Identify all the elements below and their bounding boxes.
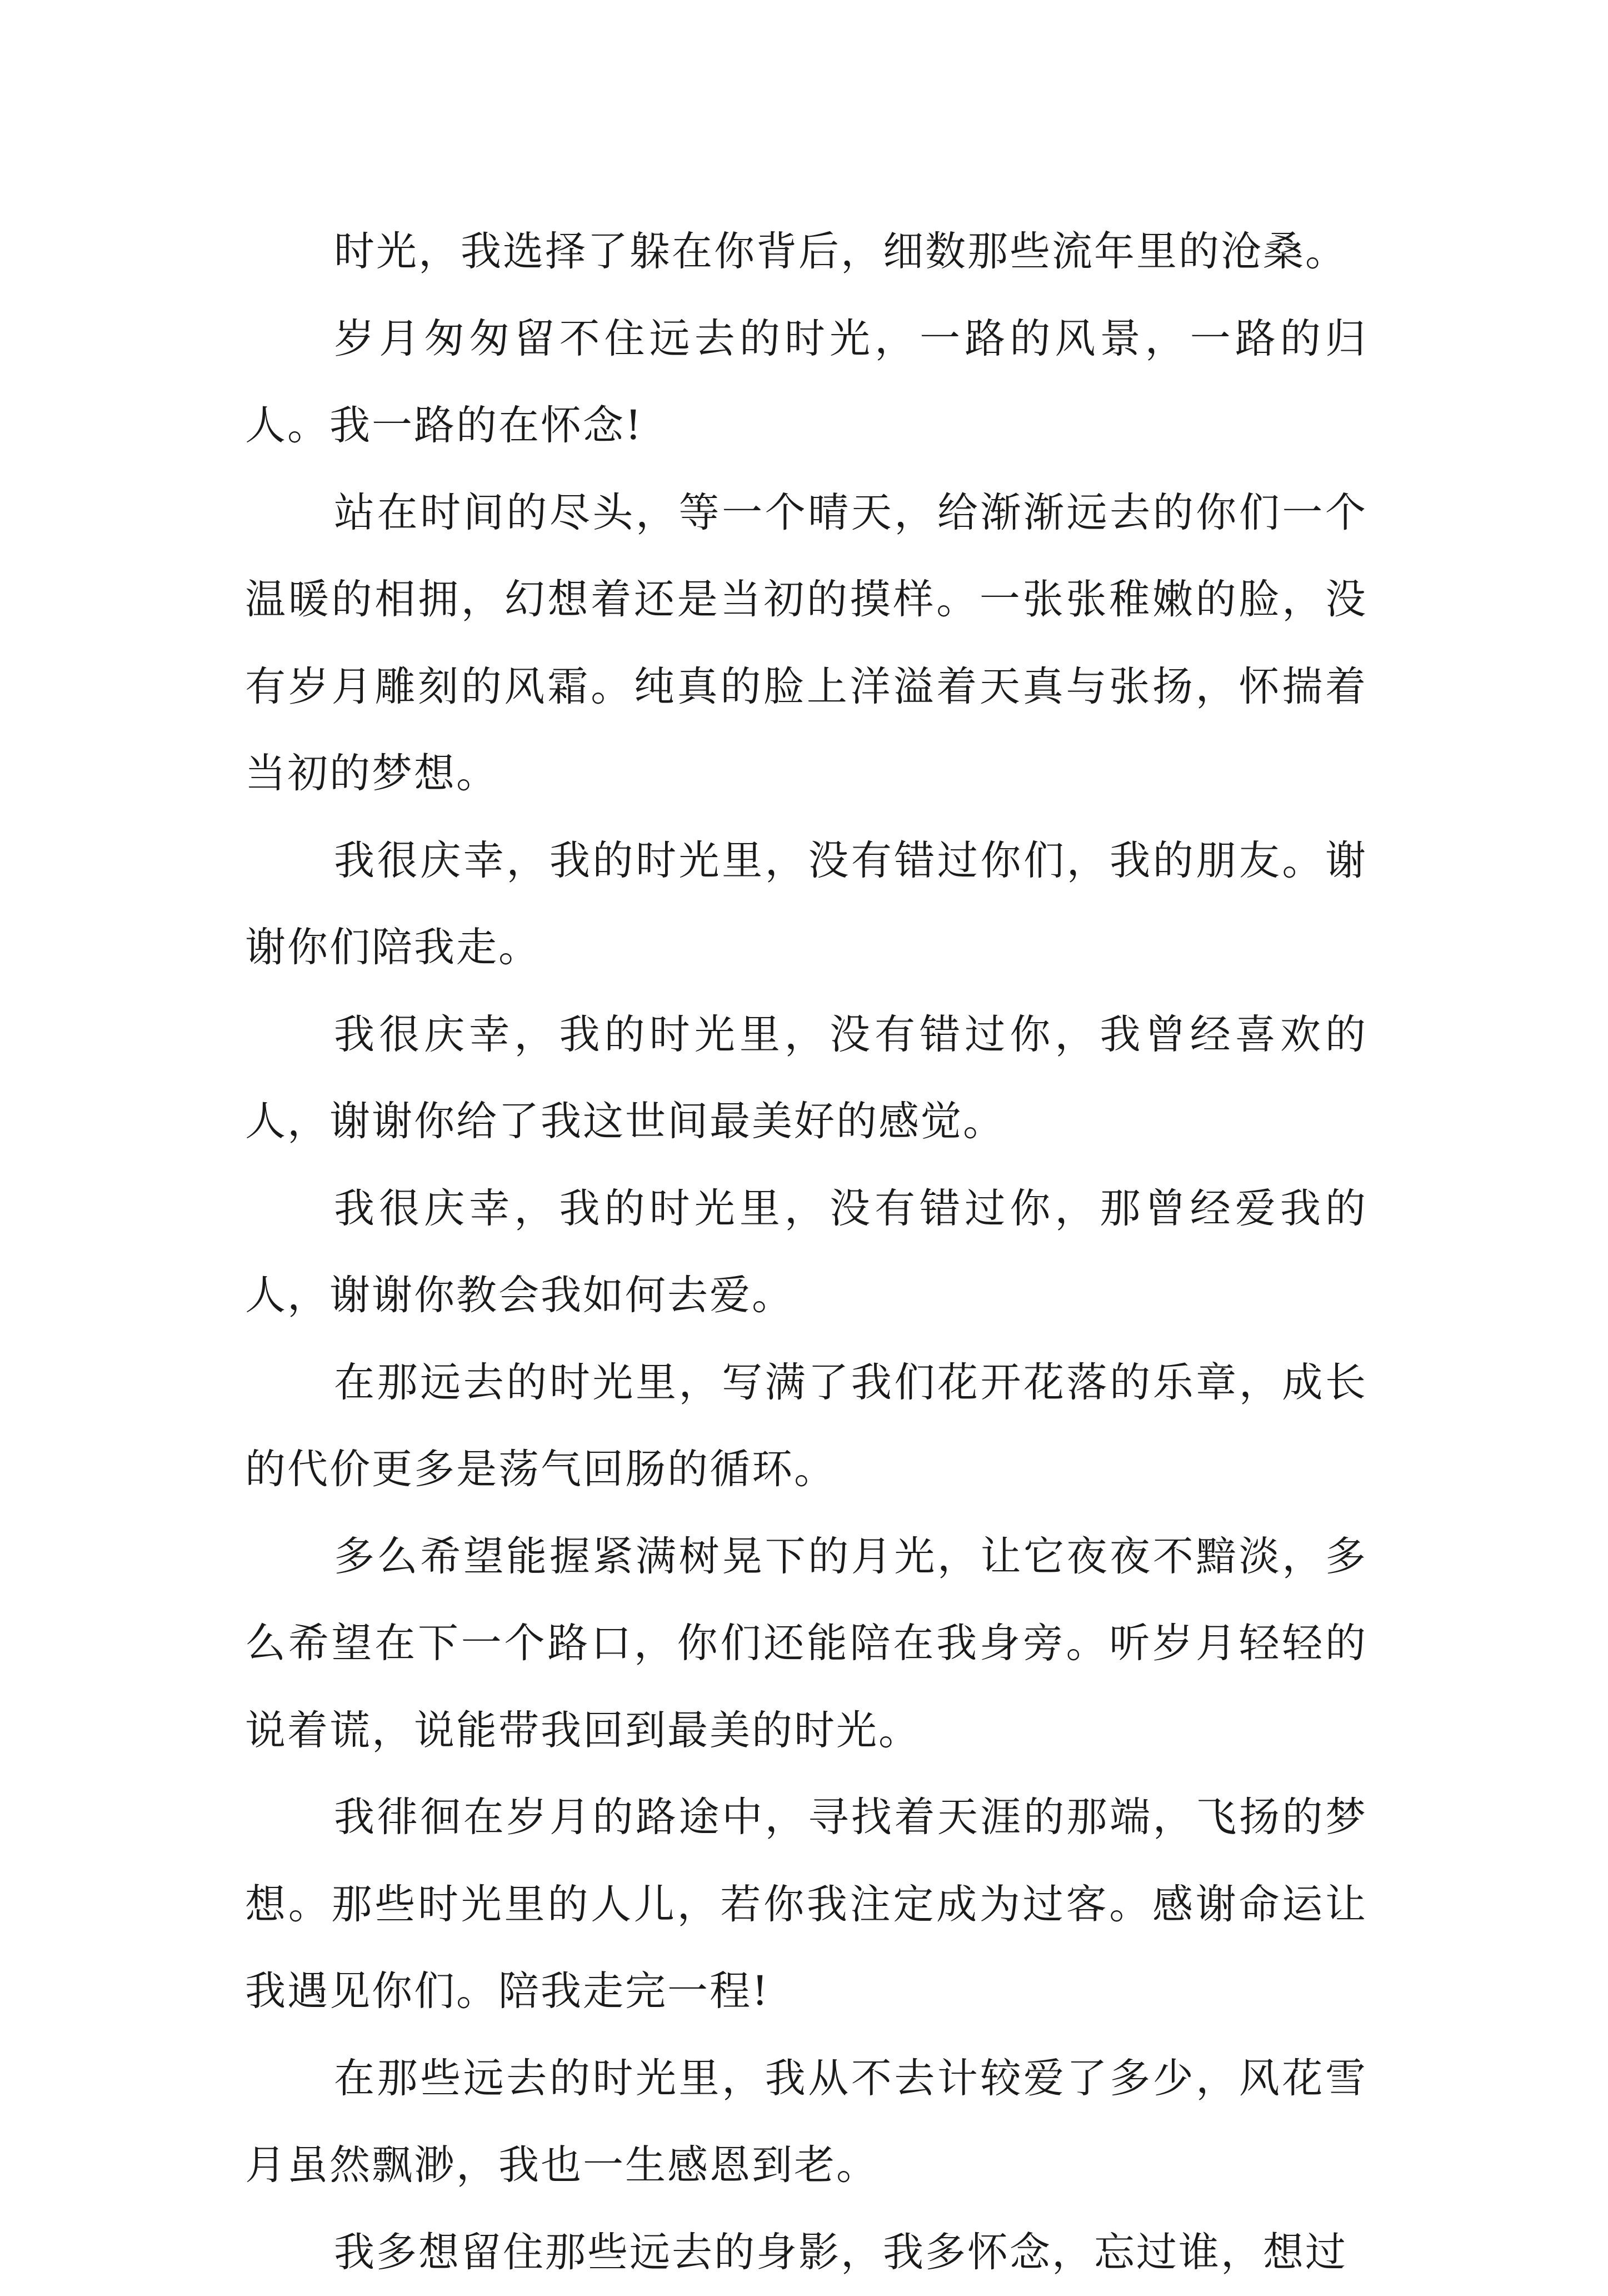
paragraph-5: 我很庆幸，我的时光里，没有错过你，我曾经喜欢的人，谢谢你给了我这世间最美好的感觉。 — [245, 992, 1367, 1166]
paragraph-11: 我多想留住那些远去的身影，我多怀念，忘过谁，想过 — [245, 2209, 1367, 2296]
paragraph-2: 岁月匆匆留不住远去的时光，一路的风景，一路的归人。我一路的在怀念! — [245, 296, 1367, 470]
paragraph-7: 在那远去的时光里，写满了我们花开花落的乐章，成长的代价更多是荡气回肠的循环。 — [245, 1339, 1367, 1513]
paragraph-3: 站在时间的尽头，等一个晴天，给渐渐远去的你们一个温暖的相拥，幻想着还是当初的摸样。一张张稚嫩的脸，没有岁月雕刻的风霜。纯真的脸上洋溢着天真与张扬，怀揣着当初的梦想。 — [245, 470, 1367, 818]
paragraph-8: 多么希望能握紧满树晃下的月光，让它夜夜不黯淡，多么希望在下一个路口，你们还能陪在我身旁。听岁月轻轻的说着谎，说能带我回到最美的时光。 — [245, 1513, 1367, 1775]
document-body — [245, 208, 1367, 2296]
paragraph-6: 我很庆幸，我的时光里，没有错过你，那曾经爱我的人，谢谢你教会我如何去爱。 — [245, 1166, 1367, 1339]
paragraph-10: 在那些远去的时光里，我从不去计较爱了多少，风花雪月虽然飘渺，我也一生感恩到老。 — [245, 2035, 1367, 2209]
paragraph-9: 我徘徊在岁月的路途中，寻找着天涯的那端，飞扬的梦想。那些时光里的人儿，若你我注定成为过客。感谢命运让我遇见你们。陪我走完一程! — [245, 1774, 1367, 2035]
paragraph-4: 我很庆幸，我的时光里，没有错过你们，我的朋友。谢谢你们陪我走。 — [245, 818, 1367, 992]
paragraph-1: 时光，我选择了躲在你背后，细数那些流年里的沧桑。 — [245, 208, 1367, 296]
